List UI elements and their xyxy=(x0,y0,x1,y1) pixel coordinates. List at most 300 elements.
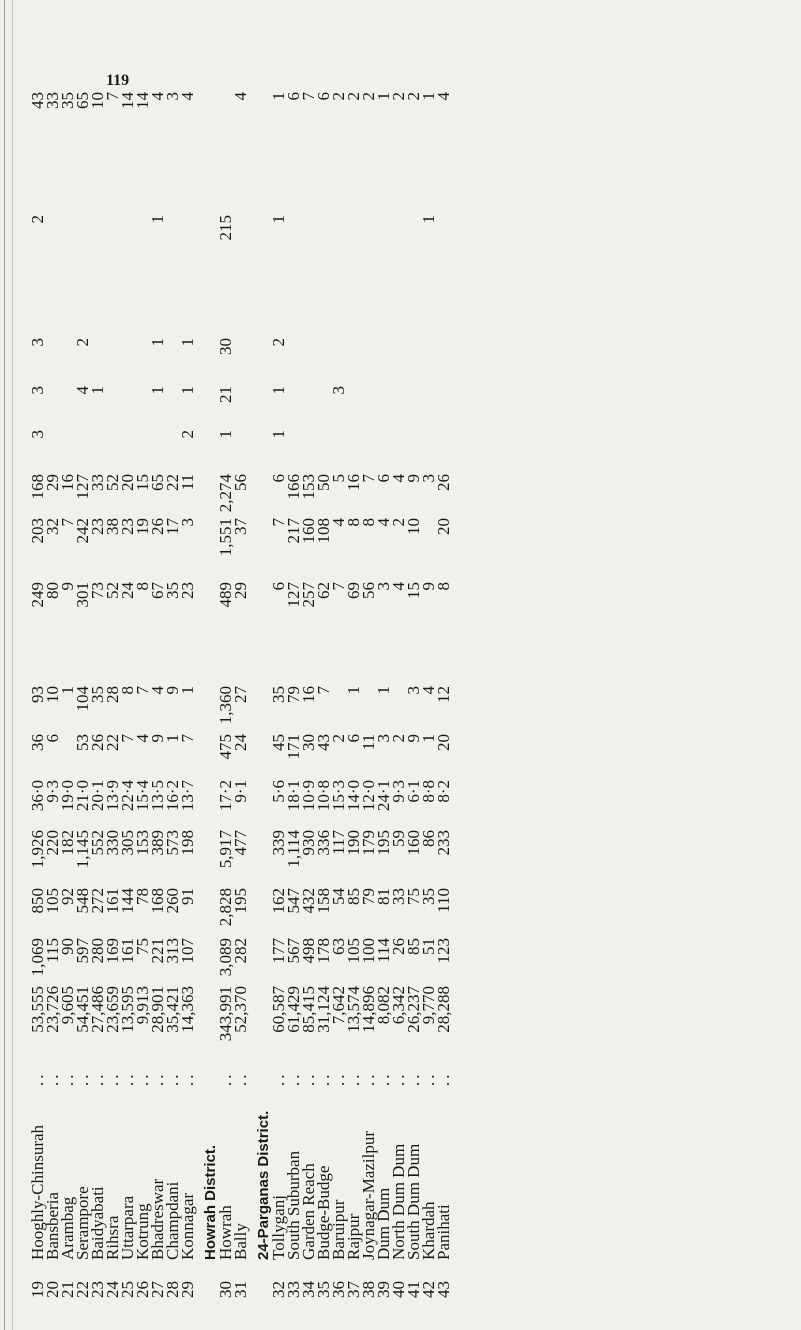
table-cell: 217 xyxy=(284,518,303,544)
table-cell: 336 xyxy=(314,830,333,856)
table-cell: 313 xyxy=(163,938,182,964)
table-cell: 158 xyxy=(314,888,333,914)
row-number: 29 xyxy=(178,1281,197,1298)
table-cell: 242 xyxy=(73,518,92,544)
table-cell xyxy=(331,428,346,472)
table-cell: 52 xyxy=(103,474,122,491)
leader-dots: .. xyxy=(88,1071,107,1086)
table-cell: 1,926 xyxy=(28,830,47,869)
table-cell: 15 xyxy=(133,474,152,491)
table-cell: 14 xyxy=(118,92,137,109)
table-cell: 3 xyxy=(374,734,393,743)
table-row xyxy=(331,90,346,1300)
table-cell: 19·0 xyxy=(58,780,77,812)
leader-dots: .. xyxy=(103,1071,122,1086)
table-cell: 22 xyxy=(163,474,182,491)
table-cell xyxy=(361,213,376,336)
table-cell xyxy=(120,428,135,472)
table-cell: 305 xyxy=(118,830,137,856)
municipality-name: North Dum Dum xyxy=(389,1143,408,1260)
table-cell xyxy=(45,632,60,684)
table-cell xyxy=(436,213,451,336)
row-number: 25 xyxy=(118,1281,137,1298)
table-cell: 91 xyxy=(178,888,197,905)
municipality-name: Bansberia xyxy=(43,1192,62,1260)
table-cell: 85,415 xyxy=(299,986,318,1033)
table-cell: 8·8 xyxy=(419,780,438,803)
table-cell: 182 xyxy=(58,830,77,856)
table-cell xyxy=(90,336,105,384)
table-cell xyxy=(361,384,376,428)
row-number: 19 xyxy=(28,1281,47,1298)
table-cell: 2 xyxy=(28,215,47,224)
table-cell: 110 xyxy=(434,888,453,913)
table-cell xyxy=(421,632,436,684)
table-cell: 79 xyxy=(359,888,378,905)
table-cell: 9 xyxy=(58,582,77,591)
table-cell: 3,089 xyxy=(216,938,235,977)
table-cell: 8,082 xyxy=(374,986,393,1025)
table-cell: 2 xyxy=(329,734,348,743)
table-cell xyxy=(120,632,135,684)
table-cell: 22 xyxy=(103,734,122,751)
row-number: 20 xyxy=(43,1281,62,1298)
table-cell: 3 xyxy=(178,518,197,527)
table-cell xyxy=(361,632,376,684)
table-cell xyxy=(165,213,180,336)
table-row xyxy=(346,90,361,1300)
table-cell: 23 xyxy=(178,582,197,599)
table-cell: 14 xyxy=(133,92,152,109)
table-cell: 15·4 xyxy=(133,780,152,812)
rotated-table-wrapper xyxy=(30,90,770,1300)
table-cell: 3 xyxy=(28,430,47,439)
table-cell: 6,342 xyxy=(389,986,408,1025)
table-cell: 11 xyxy=(359,734,378,751)
table-cell xyxy=(135,213,150,336)
row-number: 36 xyxy=(329,1281,348,1298)
table-cell: 65 xyxy=(148,474,167,491)
table-cell xyxy=(331,213,346,336)
municipality-name: Arambag xyxy=(58,1196,77,1260)
municipality-name: Serampore xyxy=(73,1186,92,1260)
table-cell: 552 xyxy=(88,830,107,856)
municipality-name: Budge-Budge xyxy=(314,1165,333,1260)
table-cell: 22·4 xyxy=(118,780,137,812)
table-cell: 26 xyxy=(389,938,408,955)
table-cell: 36·0 xyxy=(28,780,47,812)
table-cell: 12 xyxy=(434,686,453,703)
table-cell: 17 xyxy=(163,518,182,535)
table-cell: 6 xyxy=(314,92,333,101)
page-edge-line-inner xyxy=(12,0,13,1330)
table-cell xyxy=(105,632,120,684)
table-cell xyxy=(376,384,391,428)
table-cell: 29 xyxy=(43,474,62,491)
table-cell xyxy=(346,336,361,384)
table-cell: 56 xyxy=(231,474,250,491)
leader-dots: .. xyxy=(163,1071,182,1086)
table-cell: 10 xyxy=(43,686,62,703)
table-cell: 1 xyxy=(419,734,438,743)
table-cell: 160 xyxy=(299,518,318,544)
table-cell xyxy=(75,632,90,684)
table-cell xyxy=(391,428,406,472)
table-cell: 389 xyxy=(148,830,167,856)
table-cell: 4 xyxy=(374,518,393,527)
table-cell: 2 xyxy=(389,734,408,743)
table-cell: 33 xyxy=(389,888,408,905)
table-cell: 27,486 xyxy=(88,986,107,1033)
table-cell: 26 xyxy=(88,734,107,751)
table-cell xyxy=(180,632,195,684)
table-cell: 104 xyxy=(73,686,92,712)
table-cell: 4 xyxy=(148,92,167,101)
table-cell: 3 xyxy=(28,338,47,347)
table-cell: 3 xyxy=(419,474,438,483)
table-cell: 1 xyxy=(163,734,182,743)
municipality-name: Baidyabati xyxy=(88,1186,107,1260)
table-cell xyxy=(376,213,391,336)
table-row xyxy=(180,90,195,1300)
district-heading: Howrah District. xyxy=(202,1144,219,1260)
table-cell xyxy=(286,213,301,336)
table-cell: 272 xyxy=(88,888,107,914)
table-cell: 114 xyxy=(374,938,393,963)
table-cell xyxy=(376,336,391,384)
table-cell: 548 xyxy=(73,888,92,914)
table-cell xyxy=(406,336,421,384)
table-cell: 54 xyxy=(329,888,348,905)
table-cell: 930 xyxy=(299,830,318,856)
table-cell: 23 xyxy=(88,518,107,535)
table-cell: 3 xyxy=(329,386,348,395)
table-cell: 1 xyxy=(148,338,167,347)
table-cell: 477 xyxy=(231,830,250,856)
table-cell: 260 xyxy=(163,888,182,914)
table-cell: 161 xyxy=(118,938,137,964)
table-cell: 19 xyxy=(133,518,152,535)
table-cell: 4 xyxy=(133,734,152,743)
table-cell: 7 xyxy=(103,92,122,101)
table-cell xyxy=(90,632,105,684)
table-cell: 850 xyxy=(28,888,47,914)
table-cell: 1 xyxy=(178,386,197,395)
table-cell: 2 xyxy=(329,92,348,101)
table-cell: 35,421 xyxy=(163,986,182,1033)
table-cell: 9 xyxy=(419,582,438,591)
table-cell: 153 xyxy=(133,830,152,856)
table-cell: 20·1 xyxy=(88,780,107,812)
table-cell: 92 xyxy=(58,888,77,905)
table-cell: 53 xyxy=(73,734,92,751)
table-cell: 85 xyxy=(404,938,423,955)
table-cell xyxy=(233,632,248,684)
table-cell: 30 xyxy=(299,734,318,751)
table-cell: 1 xyxy=(344,686,363,695)
table-cell: 4 xyxy=(389,474,408,483)
table-cell: 33 xyxy=(43,92,62,109)
table-row xyxy=(165,90,180,1300)
table-cell xyxy=(218,90,233,213)
row-number: 26 xyxy=(133,1281,152,1298)
table-cell: 105 xyxy=(43,888,62,914)
municipality-name: Rihsra xyxy=(103,1215,122,1260)
table-cell xyxy=(301,213,316,336)
table-cell xyxy=(421,336,436,384)
table-cell: 2 xyxy=(269,338,288,347)
table-cell: 14·0 xyxy=(344,780,363,812)
table-cell: 2 xyxy=(73,338,92,347)
table-cell: 13·5 xyxy=(148,780,167,812)
municipality-name: Konnagar xyxy=(178,1192,197,1260)
table-cell: 10 xyxy=(88,92,107,109)
table-cell xyxy=(120,336,135,384)
municipality-name: Uttarpara xyxy=(118,1195,137,1260)
row-number: 38 xyxy=(359,1281,378,1298)
table-cell xyxy=(45,428,60,472)
table-cell: 93 xyxy=(28,686,47,703)
table-cell: 1 xyxy=(269,215,288,224)
leader-dots: .. xyxy=(329,1071,348,1086)
row-number: 43 xyxy=(434,1281,453,1298)
table-cell: 169 xyxy=(103,938,122,964)
table-cell: 16 xyxy=(58,474,77,491)
table-cell: 61,429 xyxy=(284,986,303,1033)
table-row xyxy=(120,90,135,1300)
table-cell: 32 xyxy=(43,518,62,535)
table-cell: 171 xyxy=(284,734,303,760)
leader-dots: .. xyxy=(43,1071,62,1086)
table-cell: 215 xyxy=(216,215,235,241)
table-cell xyxy=(391,384,406,428)
municipality-name: Panihati xyxy=(434,1204,453,1260)
table-cell: 9·1 xyxy=(231,780,250,803)
table-cell: 21·0 xyxy=(73,780,92,812)
table-cell: 301 xyxy=(73,582,92,608)
table-cell: 10·9 xyxy=(299,780,318,812)
row-number: 42 xyxy=(419,1281,438,1298)
table-cell: 54,451 xyxy=(73,986,92,1033)
table-cell: 7 xyxy=(118,734,137,743)
table-cell: 8 xyxy=(344,518,363,527)
table-cell: 9 xyxy=(404,734,423,743)
table-cell: 81 xyxy=(374,888,393,905)
table-cell xyxy=(316,428,331,472)
table-cell xyxy=(436,428,451,472)
table-cell: 179 xyxy=(359,830,378,856)
table-cell: 221 xyxy=(148,938,167,964)
table-cell: 144 xyxy=(118,888,137,914)
table-cell: 108 xyxy=(314,518,333,544)
table-cell: 6·1 xyxy=(404,780,423,803)
table-cell: 107 xyxy=(178,938,197,964)
table-cell xyxy=(391,213,406,336)
table-cell xyxy=(233,213,248,336)
table-cell: 78 xyxy=(133,888,152,905)
table-cell xyxy=(331,632,346,684)
table-cell: 343,991 xyxy=(216,986,235,1042)
table-cell: 31,124 xyxy=(314,986,333,1033)
table-cell: 75 xyxy=(133,938,152,955)
table-cell: 160 xyxy=(404,830,423,856)
table-cell xyxy=(90,428,105,472)
table-cell xyxy=(233,428,248,472)
table-cell: 3 xyxy=(374,582,393,591)
table-cell: 1 xyxy=(419,92,438,101)
table-cell: 162 xyxy=(269,888,288,914)
table-row xyxy=(301,90,316,1300)
table-cell: 3 xyxy=(404,686,423,695)
municipality-name: South Dum Dum xyxy=(404,1143,423,1260)
table-cell: 17·2 xyxy=(216,780,235,812)
table-cell: 20 xyxy=(434,518,453,535)
table-cell: 3 xyxy=(28,386,47,395)
table-cell: 1 xyxy=(88,386,107,395)
table-cell: 9·3 xyxy=(43,780,62,803)
table-cell: 7,642 xyxy=(329,986,348,1025)
table-cell: 28,901 xyxy=(148,986,167,1033)
table-cell: 13·7 xyxy=(178,780,197,812)
table-cell: 23,726 xyxy=(43,986,62,1033)
table-cell: 73 xyxy=(88,582,107,599)
municipality-name: Tollyganj xyxy=(269,1195,288,1260)
table-cell: 38 xyxy=(103,518,122,535)
table-cell: 51 xyxy=(419,938,438,955)
table-cell: 1,114 xyxy=(284,830,303,868)
table-cell: 26,237 xyxy=(404,986,423,1033)
municipality-name: Champdani xyxy=(163,1181,182,1260)
table-cell: 35 xyxy=(269,686,288,703)
table-cell: 63 xyxy=(329,938,348,955)
table-row xyxy=(45,90,60,1300)
table-row xyxy=(105,90,120,1300)
table-cell: 79 xyxy=(284,686,303,703)
table-cell: 475 xyxy=(216,734,235,760)
table-cell: 67 xyxy=(148,582,167,599)
table-cell: 2 xyxy=(178,430,197,439)
table-cell xyxy=(361,428,376,472)
row-number: 28 xyxy=(163,1281,182,1298)
table-cell: 85 xyxy=(344,888,363,905)
table-cell: 2 xyxy=(389,518,408,527)
table-cell: 10 xyxy=(404,518,423,535)
table-cell: 257 xyxy=(299,582,318,608)
table-cell xyxy=(233,384,248,428)
table-cell xyxy=(316,213,331,336)
table-cell: 29 xyxy=(231,582,250,599)
table-cell: 12·0 xyxy=(359,780,378,812)
section-gap xyxy=(195,90,203,1300)
table-cell xyxy=(233,336,248,384)
table-cell: 30 xyxy=(216,338,235,355)
table-cell: 4 xyxy=(231,92,250,101)
table-cell: 7 xyxy=(178,734,197,743)
row-number: 35 xyxy=(314,1281,333,1298)
table-cell: 21 xyxy=(216,386,235,403)
row-number: 24 xyxy=(103,1281,122,1298)
municipality-name: Baruipur xyxy=(329,1199,348,1260)
table-cell: 2 xyxy=(389,92,408,101)
table-cell: 24·1 xyxy=(374,780,393,812)
table-cell: 2 xyxy=(404,92,423,101)
table-cell xyxy=(376,428,391,472)
table-cell: 1 xyxy=(374,92,393,101)
table-cell: 547 xyxy=(284,888,303,914)
municipality-name: Dum Dum xyxy=(374,1187,393,1260)
table-cell: 432 xyxy=(299,888,318,914)
table-cell: 8 xyxy=(434,582,453,591)
table-cell xyxy=(421,384,436,428)
table-cell: 9 xyxy=(404,474,423,483)
table-cell: 115 xyxy=(43,938,62,963)
table-cell xyxy=(45,213,60,336)
table-cell xyxy=(406,213,421,336)
table-cell: 9·3 xyxy=(389,780,408,803)
table-cell xyxy=(346,428,361,472)
page-edge-line xyxy=(4,0,5,1330)
table-cell: 35 xyxy=(88,686,107,703)
table-cell: 1 xyxy=(269,430,288,439)
table-cell: 26 xyxy=(434,474,453,491)
table-cell: 4 xyxy=(178,92,197,101)
table-cell: 59 xyxy=(389,830,408,847)
table-cell: 4 xyxy=(389,582,408,591)
table-cell: 190 xyxy=(344,830,363,856)
table-cell xyxy=(135,632,150,684)
table-cell: 6 xyxy=(269,582,288,591)
table-cell: 1,360 xyxy=(216,686,235,725)
table-cell: 123 xyxy=(434,938,453,964)
row-number: 23 xyxy=(88,1281,107,1298)
table-cell xyxy=(271,632,286,684)
table-cell: 27 xyxy=(231,686,250,703)
table-cell: 168 xyxy=(148,888,167,914)
table-cell xyxy=(376,632,391,684)
row-number: 21 xyxy=(58,1281,77,1298)
leader-dots: .. xyxy=(374,1071,393,1086)
table-cell xyxy=(286,384,301,428)
table-cell: 50 xyxy=(314,474,333,491)
municipality-name: Hooghly-Chinsurah xyxy=(28,1124,47,1260)
table-cell: 43 xyxy=(28,92,47,109)
table-cell: 5·6 xyxy=(269,780,288,803)
municipality-name: Kotrung xyxy=(133,1203,152,1260)
leader-dots: .. xyxy=(133,1071,152,1086)
table-cell xyxy=(436,384,451,428)
table-cell: 1 xyxy=(178,686,197,695)
table-cell xyxy=(135,428,150,472)
table-cell: 15 xyxy=(404,582,423,599)
row-number: 40 xyxy=(389,1281,408,1298)
table-cell: 26 xyxy=(148,518,167,535)
table-cell: 80 xyxy=(43,582,62,599)
table-cell xyxy=(406,632,421,684)
table-cell: 28,288 xyxy=(434,986,453,1033)
table-cell: 7 xyxy=(133,686,152,695)
table-cell: 16 xyxy=(299,686,318,703)
table-cell: 166 xyxy=(284,474,303,500)
table-cell xyxy=(286,428,301,472)
table-cell: 33 xyxy=(88,474,107,491)
table-cell: 177 xyxy=(269,938,288,964)
table-cell: 161 xyxy=(103,888,122,914)
table-cell: 7 xyxy=(269,518,288,527)
table-cell: 7 xyxy=(58,518,77,527)
table-cell: 6 xyxy=(43,734,62,743)
table-cell: 330 xyxy=(103,830,122,856)
table-cell: 1 xyxy=(374,686,393,695)
